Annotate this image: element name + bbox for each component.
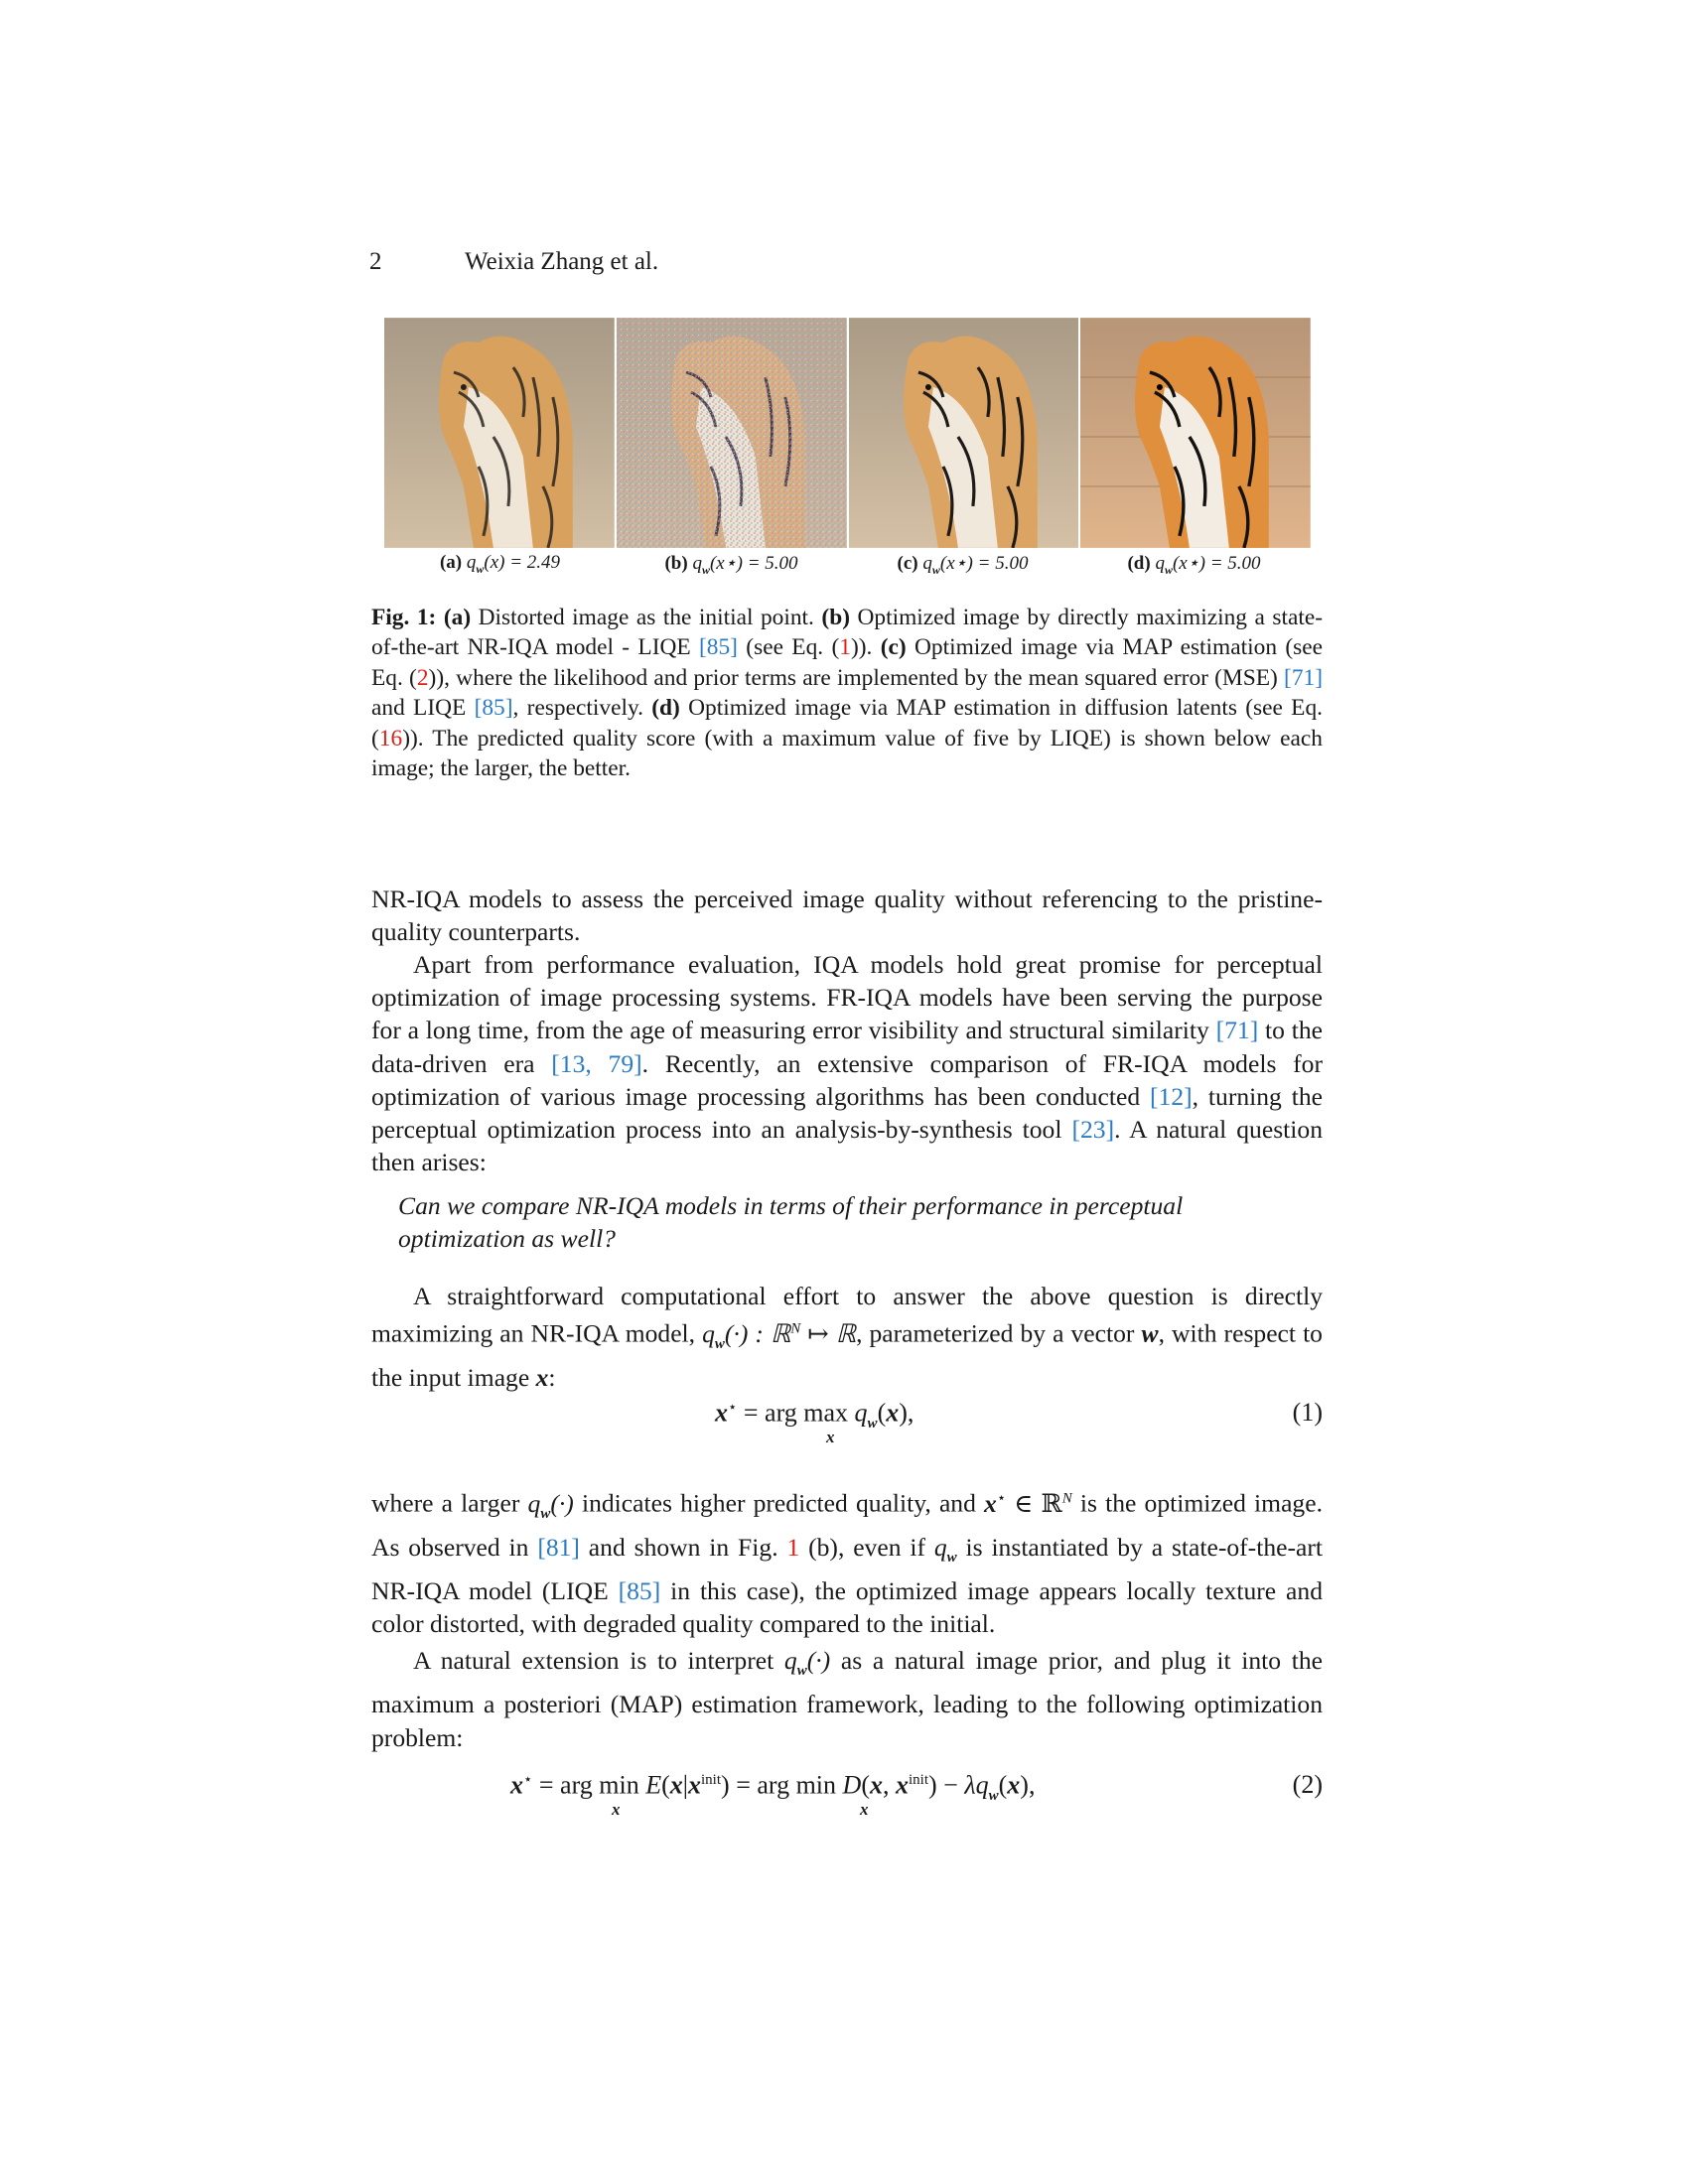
sublabel-letter: (c) — [897, 553, 918, 574]
running-authors: Weixia Zhang et al. — [465, 248, 659, 275]
equation-subscript: x — [826, 1428, 835, 1446]
caption-text: )). The predicted quality score (with a maximum value of five by LIQE) is shown below each image; the larger, the better. — [371, 725, 1323, 782]
sublabel-d: (d) $q_w(x⋆) = 5.00$ — [1127, 553, 1261, 577]
caption-text: )), where the likelihood and prior terms are implemented by the mean squared error (MSE) — [428, 664, 1285, 691]
sublabel-q: q — [1155, 553, 1165, 574]
sublabel-a: (a) $q_w(x) = 2.49$ — [439, 552, 561, 576]
caption-text: Optimized image via MAP estimation (see Eq. ( — [371, 634, 1323, 691]
citation-link[interactable]: [13, 79] — [551, 1048, 642, 1078]
paragraph-text: in this case), the optimized image appears locally texture and color distorted, with degraded quality compared to the initial. — [371, 1576, 1323, 1639]
caption-prefix: Fig. 1: — [371, 605, 437, 630]
citation-link[interactable]: [71] — [1215, 1016, 1259, 1045]
sublabel-q: q — [466, 552, 477, 573]
equation-body: x⋆ = arg $\min E(x|x^{init})$ = arg min D(x, $x^{init}) - \lambda q_w(x)$, — [510, 1770, 1036, 1804]
caption-text: and LIQE — [371, 695, 475, 722]
paragraph-text: where a larger — [371, 1488, 528, 1518]
paragraph-text: as a natural image prior, and plug it into the maximum a posteriori (MAP) estimation framework, leading to the following optimization problem: — [371, 1646, 1324, 1752]
equation-ref-link[interactable]: 2 — [416, 664, 429, 691]
caption-text: Optimized image via MAP estimation in diffusion latents (see Eq. ( — [371, 695, 1323, 751]
paragraph-text: : — [548, 1363, 556, 1393]
equation-subscript: x — [860, 1800, 869, 1819]
paragraph-text: A straightforward computational effort to answer the above question is directly maximizing an NR-IQA model, — [371, 1282, 1323, 1348]
paragraph-text: . Recently, an extensive comparison of FR-IQA models for optimization of various image processing algorithms has been conducted — [371, 1048, 1323, 1111]
paragraph-text: (b), even if — [799, 1532, 934, 1562]
caption-label-d: (d) — [651, 695, 680, 722]
sublabel-value: (x⋆) = 5.00 — [1172, 553, 1261, 574]
paragraph-5 — [371, 1644, 1323, 1754]
figure-caption — [371, 603, 1323, 783]
paragraph-text: to the data-driven era — [371, 1016, 1323, 1078]
inline-math: $q_w(\cdot)$ : ℝ$^N$ ↦ ℝ — [702, 1318, 857, 1352]
citation-link[interactable]: [85] — [618, 1576, 661, 1606]
sublabel-q: q — [922, 553, 932, 574]
paragraph-text: A natural extension is to interpret — [413, 1646, 784, 1675]
inline-math: x⋆ ∈ ℝ$^N$ — [984, 1488, 1072, 1518]
sublabel-b: (b) $q_w(x⋆) = 5.00$ — [664, 553, 798, 577]
paragraph-text: Apart from performance evaluation, IQA models hold great promise for perceptual optimization of image processing systems. FR-IQA models have been serving the purpose for a long time, from the age of measuring error visibility and structural similarity — [371, 950, 1323, 1045]
equation-number: (1) — [1292, 1398, 1323, 1427]
equation-ref-link[interactable]: 1 — [839, 634, 851, 661]
inline-math: $q_w(\cdot)$ — [783, 1646, 831, 1680]
sublabel-letter: (b) — [664, 553, 688, 574]
equation-2 — [371, 1770, 1323, 1830]
sublabel-value: (x) = 2.49 — [484, 552, 561, 573]
citation-link[interactable]: [71] — [1284, 664, 1324, 691]
caption-label-b: (b) — [821, 605, 850, 630]
caption-text: Distorted image as the initial point. — [471, 605, 822, 630]
paragraph-text: indicates higher predicted quality, and — [573, 1488, 985, 1518]
sublabel-letter: (d) — [1127, 553, 1151, 574]
tiger-image-distorted-icon — [384, 318, 615, 548]
citation-link[interactable]: [12] — [1150, 1081, 1193, 1111]
caption-text: (see Eq. ( — [737, 634, 840, 661]
caption-text: , respectively. — [512, 695, 652, 722]
caption-text: )). — [850, 634, 881, 661]
equation-1 — [371, 1398, 1323, 1457]
equation-subscript: x — [612, 1800, 621, 1819]
citation-link[interactable]: [85] — [699, 634, 738, 661]
paragraph-text: , with respect to the input image — [371, 1318, 1323, 1393]
sublabel-q: q — [692, 553, 702, 574]
paragraph-4 — [371, 1482, 1323, 1641]
figure-panel-c — [849, 318, 1079, 548]
caption-label-c: (c) — [880, 634, 907, 661]
paragraph-text: and shown in Fig. — [579, 1532, 787, 1562]
page-number: 2 — [369, 248, 382, 275]
inline-math: $q_w(\cdot)$ — [527, 1488, 574, 1522]
inline-math: $q_w$ — [933, 1532, 957, 1566]
figure-1-images — [384, 318, 1311, 548]
tiger-image-diffusion-icon — [1080, 318, 1311, 548]
citation-link[interactable]: [85] — [474, 695, 513, 722]
figure-panel-d — [1080, 318, 1311, 548]
equation-body: x⋆ = arg $\max q_w(x)$, — [715, 1398, 914, 1432]
sublabel-letter: (a) — [439, 552, 463, 573]
caption-label-a: (a) — [443, 605, 472, 630]
paragraph-text: . A natural question then arises: — [371, 1115, 1323, 1177]
inline-math: w — [1141, 1318, 1159, 1348]
citation-link[interactable]: [23] — [1071, 1115, 1115, 1145]
paragraph-3 — [371, 1280, 1323, 1394]
tiger-image-noisy-icon — [617, 318, 847, 548]
paragraph-text: is instantiated by a state-of-the-art NR-IQA model (LIQE — [371, 1532, 1323, 1606]
sublabel-c: (c) $q_w(x⋆) = 5.00$ — [897, 553, 1029, 577]
inline-math: x — [535, 1363, 549, 1393]
sublabel-value: (x⋆) = 5.00 — [939, 553, 1029, 574]
paragraph-1: NR-IQA models to assess the perceived image quality without referencing to the pristine-quality counterparts. — [371, 885, 1323, 947]
sublabel-value: (x⋆) = 5.00 — [709, 553, 798, 574]
citation-link[interactable]: [81] — [537, 1532, 580, 1562]
caption-text: Optimized image by directly maximizing a state-of-the-art NR-IQA model - LIQE — [371, 605, 1324, 661]
paragraph-text: is the optimized image. As observed in — [371, 1488, 1323, 1562]
figure-sublabels — [384, 552, 1311, 578]
figure-ref-link[interactable]: 1 — [786, 1532, 800, 1562]
tiger-image-map-icon — [849, 318, 1079, 548]
paragraph-text: , turning the perceptual optimization process into an analysis-by-synthesis tool — [371, 1081, 1323, 1145]
equation-number: (2) — [1292, 1770, 1323, 1799]
figure-panel-b — [617, 318, 847, 548]
paragraph-text: , parameterized by a vector — [856, 1318, 1142, 1348]
equation-ref-link[interactable]: 16 — [378, 725, 403, 751]
figure-panel-a — [384, 318, 615, 548]
research-question: Can we compare NR-IQA models in terms of their performance in perceptual optimization as well? — [398, 1191, 1184, 1254]
paragraph-2 — [371, 948, 1323, 1178]
